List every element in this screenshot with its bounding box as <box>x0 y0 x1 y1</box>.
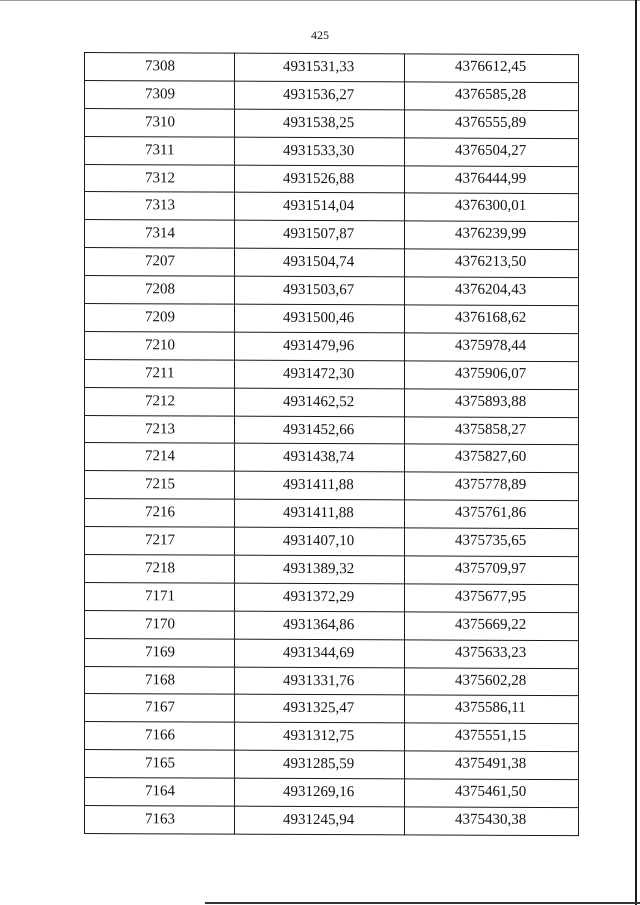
table-row <box>85 750 579 780</box>
y-coordinate-cell: 4375858,27 <box>405 416 579 445</box>
table-row <box>85 304 579 334</box>
x-coordinate-cell: 4931245,94 <box>235 806 405 835</box>
y-coordinate-cell: 4375430,38 <box>405 807 579 836</box>
y-coordinate-cell: 4375677,95 <box>405 584 579 613</box>
coordinates-table-wrapper <box>84 52 582 836</box>
table-row <box>85 248 579 278</box>
y-coordinate-cell: 4375602,28 <box>405 667 579 696</box>
x-coordinate-cell: 4931479,96 <box>235 332 405 361</box>
x-coordinate-cell: 4931533,30 <box>235 137 405 166</box>
y-coordinate-cell: 4375461,50 <box>405 779 579 808</box>
point-cell: 7167 <box>85 694 235 723</box>
x-coordinate-cell: 4931325,47 <box>235 695 405 724</box>
point-cell: 7209 <box>85 304 235 333</box>
page-number: 425 <box>311 28 329 42</box>
point-cell: 7166 <box>85 722 235 751</box>
table-row <box>85 555 579 585</box>
table-row <box>85 108 579 138</box>
y-coordinate-cell: 4376300,01 <box>405 193 579 222</box>
table-row <box>85 80 579 110</box>
table-row <box>85 359 579 389</box>
table-row <box>85 638 579 668</box>
table-row <box>85 610 579 640</box>
point-cell: 7215 <box>85 471 235 500</box>
y-coordinate-cell: 4375669,22 <box>405 612 579 641</box>
point-cell: 7217 <box>85 527 235 556</box>
x-coordinate-cell: 4931500,46 <box>235 304 405 333</box>
point-cell: 7313 <box>85 192 235 221</box>
scan-edge-right <box>635 0 637 905</box>
y-coordinate-cell: 4375827,60 <box>405 444 579 473</box>
y-coordinate-cell: 4375906,07 <box>405 361 579 390</box>
point-cell: 7170 <box>85 610 235 639</box>
y-coordinate-cell: 4375735,65 <box>405 528 579 557</box>
point-cell: 7164 <box>85 778 235 807</box>
table-row <box>85 443 579 473</box>
y-coordinate-cell: 4376444,99 <box>405 165 579 194</box>
x-coordinate-cell: 4931526,88 <box>235 165 405 194</box>
table-row <box>85 778 579 808</box>
point-cell: 7208 <box>85 276 235 305</box>
point-cell: 7312 <box>85 164 235 193</box>
table-row <box>85 499 579 529</box>
table-row <box>85 666 579 696</box>
y-coordinate-cell: 4375778,89 <box>405 472 579 501</box>
y-coordinate-cell: 4376204,43 <box>405 277 579 306</box>
x-coordinate-cell: 4931504,74 <box>235 248 405 277</box>
scan-edge-bottom <box>205 902 640 904</box>
x-coordinate-cell: 4931344,69 <box>235 639 405 668</box>
y-coordinate-cell: 4375761,86 <box>405 500 579 529</box>
x-coordinate-cell: 4931538,25 <box>235 109 405 138</box>
x-coordinate-cell: 4931452,66 <box>235 416 405 445</box>
y-coordinate-cell: 4376504,27 <box>405 138 579 167</box>
table-row <box>85 527 579 557</box>
point-cell: 7169 <box>85 638 235 667</box>
x-coordinate-cell: 4931407,10 <box>235 527 405 556</box>
point-cell: 7163 <box>85 806 235 835</box>
x-coordinate-cell: 4931372,29 <box>235 583 405 612</box>
point-cell: 7207 <box>85 248 235 277</box>
x-coordinate-cell: 4931331,76 <box>235 667 405 696</box>
y-coordinate-cell: 4376168,62 <box>405 305 579 334</box>
x-coordinate-cell: 4931507,87 <box>235 221 405 250</box>
table-row <box>85 694 579 724</box>
point-cell: 7213 <box>85 415 235 444</box>
point-cell: 7310 <box>85 108 235 137</box>
point-cell: 7216 <box>85 499 235 528</box>
x-coordinate-cell: 4931364,86 <box>235 611 405 640</box>
coordinates-table <box>84 52 579 836</box>
table-row <box>85 415 579 445</box>
coordinates-table-body <box>85 53 579 836</box>
y-coordinate-cell: 4376555,89 <box>405 110 579 139</box>
table-row <box>85 164 579 194</box>
table-row <box>85 722 579 752</box>
x-coordinate-cell: 4931411,88 <box>235 499 405 528</box>
y-coordinate-cell: 4375551,15 <box>405 723 579 752</box>
scan-edge-top <box>0 0 640 1</box>
y-coordinate-cell: 4376612,45 <box>405 54 579 83</box>
table-row <box>85 276 579 306</box>
y-coordinate-cell: 4375586,11 <box>405 695 579 724</box>
table-row <box>85 806 579 836</box>
point-cell: 7212 <box>85 387 235 416</box>
point-cell: 7214 <box>85 443 235 472</box>
y-coordinate-cell: 4375893,88 <box>405 389 579 418</box>
point-cell: 7210 <box>85 331 235 360</box>
point-cell: 7211 <box>85 359 235 388</box>
y-coordinate-cell: 4376239,99 <box>405 221 579 250</box>
point-cell: 7165 <box>85 750 235 779</box>
x-coordinate-cell: 4931514,04 <box>235 193 405 222</box>
table-row <box>85 387 579 417</box>
y-coordinate-cell: 4376585,28 <box>405 82 579 111</box>
x-coordinate-cell: 4931389,32 <box>235 555 405 584</box>
point-cell: 7308 <box>85 53 235 82</box>
point-cell: 7168 <box>85 666 235 695</box>
point-cell: 7311 <box>85 136 235 165</box>
point-cell: 7218 <box>85 555 235 584</box>
x-coordinate-cell: 4931503,67 <box>235 276 405 305</box>
point-cell: 7171 <box>85 582 235 611</box>
x-coordinate-cell: 4931531,33 <box>235 53 405 82</box>
x-coordinate-cell: 4931269,16 <box>235 778 405 807</box>
x-coordinate-cell: 4931438,74 <box>235 444 405 473</box>
point-cell: 7314 <box>85 220 235 249</box>
x-coordinate-cell: 4931411,88 <box>235 472 405 501</box>
y-coordinate-cell: 4375491,38 <box>405 751 579 780</box>
table-row <box>85 582 579 612</box>
point-cell: 7309 <box>85 80 235 109</box>
x-coordinate-cell: 4931312,75 <box>235 723 405 752</box>
x-coordinate-cell: 4931462,52 <box>235 388 405 417</box>
table-row <box>85 331 579 361</box>
y-coordinate-cell: 4375978,44 <box>405 333 579 362</box>
table-row <box>85 471 579 501</box>
x-coordinate-cell: 4931536,27 <box>235 81 405 110</box>
x-coordinate-cell: 4931285,59 <box>235 750 405 779</box>
y-coordinate-cell: 4375709,97 <box>405 556 579 585</box>
table-row <box>85 220 579 250</box>
x-coordinate-cell: 4931472,30 <box>235 360 405 389</box>
table-row <box>85 53 579 83</box>
table-row <box>85 136 579 166</box>
y-coordinate-cell: 4376213,50 <box>405 249 579 278</box>
y-coordinate-cell: 4375633,23 <box>405 640 579 669</box>
table-row <box>85 192 579 222</box>
